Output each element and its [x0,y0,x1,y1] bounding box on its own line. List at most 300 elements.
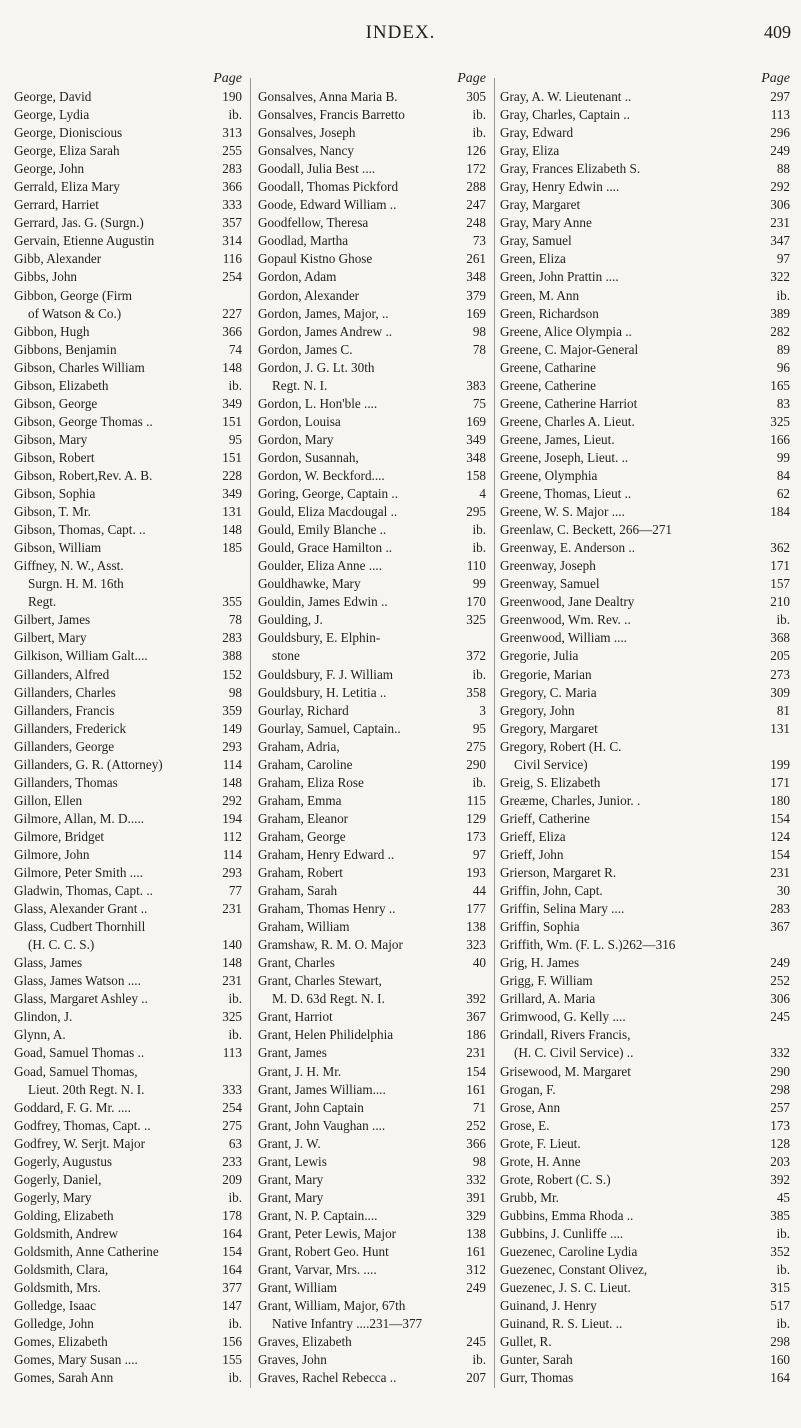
entry-name: Grieff, Catherine [500,810,590,826]
entry-name: Gray, Samuel [500,233,572,249]
index-entry [500,1279,790,1297]
index-entry [500,106,790,124]
entry-page: 129 [466,810,486,826]
entry-name: Surgn. H. M. 16th [28,576,124,592]
index-entry [500,1117,790,1135]
index-entry [258,485,486,503]
entry-name: Goldsmith, Clara, [14,1262,109,1278]
entry-page: 209 [222,1171,242,1187]
entry-name: Green, M. Ann [500,287,580,303]
index-entry [258,359,486,377]
entry-name: Gourlay, Samuel, Captain.. [258,720,401,736]
entry-page: 312 [466,1262,486,1278]
index-entry [500,1171,790,1189]
entry-name: Regt. N. I. [272,377,328,393]
index-entry [14,250,242,268]
entry-name: Goad, Samuel Thomas .. [14,1045,145,1061]
entry-page: 249 [770,955,790,971]
entry-name: Gordon, Adam [258,269,337,285]
index-entry [258,738,486,756]
entry-page: 193 [466,865,486,881]
entry-page: 98 [472,323,486,339]
entry-page: 45 [776,1189,790,1205]
entry-name: Guinand, R. S. Lieut. .. [500,1316,623,1332]
entry-name: Grindall, Rivers Francis, [500,1027,631,1043]
index-entry [500,142,790,160]
entry-page: 255 [222,143,242,159]
entry-page: 44 [472,883,486,899]
index-entry [500,756,790,774]
index-entry [258,684,486,702]
entry-page: 199 [770,756,790,772]
entry-name: Glass, Margaret Ashley .. [14,991,148,1007]
entry-page: 99 [776,449,790,465]
entry-page: 156 [222,1334,242,1350]
index-entry [14,557,242,575]
entry-page: 391 [466,1189,486,1205]
entry-page: 131 [222,504,242,520]
entry-page: 385 [770,1207,790,1223]
index-entry [500,684,790,702]
entry-name: Civil Service) [514,756,588,772]
index-entry [14,1351,242,1369]
entry-name: Gordon, Susannah, [258,449,359,465]
index-entry [14,395,242,413]
index-entry [14,864,242,882]
entry-name: Greenwood, William .... [500,630,628,646]
entry-page: 210 [770,594,790,610]
entry-page: ib. [472,666,486,682]
index-entry [500,377,790,395]
entry-name: Gibbs, John [14,269,78,285]
entry-page: ib. [472,107,486,123]
index-entry [258,1225,486,1243]
entry-page: 149 [222,720,242,736]
entry-page: 89 [776,341,790,357]
index-entry [500,575,790,593]
index-entry [258,918,486,936]
index-entry [258,196,486,214]
entry-name: Gordon, James, Major, .. [258,305,389,321]
entry-name: Grant, Helen Philidelphia [258,1027,394,1043]
index-entry [500,1189,790,1207]
index-entry [258,250,486,268]
index-entry [258,503,486,521]
entry-name: Gray, Margaret [500,197,581,213]
entry-page: 172 [466,161,486,177]
index-entry [14,1153,242,1171]
entry-name: Gilbert, Mary [14,630,87,646]
entry-page: 349 [466,431,486,447]
entry-name: Greene, Olymphia [500,467,598,483]
entry-page: 352 [770,1244,790,1259]
entry-page: 362 [770,540,790,556]
index-entry [14,178,242,196]
entry-page: 348 [466,269,486,285]
entry-page: 3 [479,702,486,718]
index-entry [14,1063,242,1081]
entry-name: Guezenec, Constant Olivez, [500,1262,648,1278]
entry-name: stone [272,648,300,664]
entry-name: of Watson & Co.) [28,305,122,321]
entry-name: Gonsalves, Anna Maria B. [258,89,398,104]
entry-name: Gray, Henry Edwin .... [500,179,620,195]
entry-name: Graham, Thomas Henry .. [258,901,396,917]
index-entry [500,449,790,467]
index-entry [258,268,486,286]
entry-page: 99 [472,576,486,592]
entry-page: 306 [770,991,790,1007]
entry-page: 63 [228,1135,242,1151]
index-entry [500,1135,790,1153]
entry-name: Grant, Robert Geo. Hunt [258,1244,389,1259]
index-entry [258,629,486,647]
entry-name: Green, Richardson [500,305,599,321]
entry-page: 358 [466,684,486,700]
index-entry [500,431,790,449]
index-entry [258,990,486,1008]
index-entry [500,611,790,629]
entry-page: 357 [222,215,242,231]
entry-page: 282 [770,323,790,339]
index-entry [500,467,790,485]
index-entry [14,990,242,1008]
entry-name: Gilkison, William Galt.... [14,648,148,664]
entry-name: Gibson, Elizabeth [14,377,109,393]
entry-name: Greene, Joseph, Lieut. .. [500,449,629,465]
entry-name: Gould, Eliza Macdougal .. [258,504,398,520]
entry-name: Grant, Charles [258,955,335,971]
index-entry [500,503,790,521]
entry-page: 322 [770,269,790,285]
index-entry [14,972,242,990]
index-entry [500,413,790,431]
index-entry [258,106,486,124]
index-entry [500,1207,790,1225]
entry-name: Grieff, Eliza [500,828,566,844]
page-column-header: Page [457,71,486,86]
entry-name: Grisewood, M. Margaret [500,1063,631,1079]
entry-page: 194 [222,810,242,826]
entry-name: Greenwood, Jane Dealtry [500,594,635,610]
index-entry [258,611,486,629]
index-entry [500,557,790,575]
index-entry [258,431,486,449]
entry-name: Gray, Mary Anne [500,215,592,231]
entry-page: 74 [228,341,242,357]
entry-name: Golding, Elizabeth [14,1207,114,1223]
entry-name: Gregorie, Julia [500,648,579,664]
index-entry [500,341,790,359]
entry-page: 377 [222,1280,242,1296]
entry-name: Greenway, E. Anderson .. [500,540,636,556]
entry-name: Graham, George [258,828,346,844]
entry-page: 248 [466,215,486,231]
entry-name: Goulder, Eliza Anne .... [258,558,382,574]
index-entry [500,1297,790,1315]
index-entry [14,1008,242,1026]
entry-page: 366 [222,323,242,339]
entry-page: 4 [479,486,486,502]
entry-name: Gilmore, Peter Smith .... [14,865,143,881]
entry-page: 96 [776,359,790,375]
index-column-3 [500,70,790,1387]
entry-name: Greene, James, Lieut. [500,431,615,447]
entry-name: Gibbons, Benjamin [14,341,117,357]
entry-name: Guezenec, Caroline Lydia [500,1244,638,1259]
index-column-1 [14,70,242,1387]
index-entry [14,684,242,702]
entry-page: 252 [770,973,790,989]
entry-page: ib. [228,1027,242,1043]
entry-name: Griffin, Sophia [500,919,580,935]
index-entry [258,593,486,611]
entry-page: 110 [466,558,486,574]
entry-name: Gordon, J. G. Lt. 30th [258,359,375,375]
index-entry [258,1117,486,1135]
entry-name: Gibson, George [14,395,98,411]
entry-name: Native Infantry ....231—377 [272,1316,423,1332]
entry-name: Grant, Charles Stewart, [258,973,382,989]
entry-page: 71 [472,1099,486,1115]
index-entry [14,1369,242,1387]
index-entry [14,305,242,323]
index-entry [258,124,486,142]
entry-name: Gerrald, Eliza Mary [14,179,120,195]
index-entry [14,106,242,124]
index-entry [258,954,486,972]
index-entry [14,575,242,593]
index-entry [258,1333,486,1351]
entry-name: Lieut. 20th Regt. N. I. [28,1081,145,1097]
entry-name: Greene, Charles A. Lieut. [500,413,635,429]
index-entry [258,756,486,774]
index-entry [500,124,790,142]
entry-name: Graham, Eleanor [258,810,349,826]
index-entry [258,1044,486,1062]
entry-name: Gibson, T. Mr. [14,504,91,520]
entry-name: Gogerly, Daniel, [14,1171,102,1187]
entry-page: 379 [466,287,486,303]
entry-page: 148 [222,774,242,790]
entry-page: 249 [770,143,790,159]
index-entry [14,431,242,449]
index-entry [500,1081,790,1099]
index-entry [14,828,242,846]
entry-page: 245 [770,1009,790,1025]
entry-name: Gordon, W. Beckford.... [258,467,385,483]
entry-page: 88 [776,161,790,177]
entry-page: 126 [466,143,486,159]
entry-name: Greenway, Samuel [500,576,600,592]
index-entry [500,774,790,792]
entry-name: Goodfellow, Theresa [258,215,369,231]
index-entry [500,287,790,305]
entry-page: 231 [222,973,242,989]
entry-name: Greig, S. Elizabeth [500,774,601,790]
index-entry [258,792,486,810]
index-entry [500,485,790,503]
entry-name: Grant, Harriot [258,1009,333,1025]
entry-name: Grant, Varvar, Mrs. .... [258,1262,377,1278]
entry-page: 332 [770,1045,790,1061]
entry-name: Gibson, Robert [14,449,95,465]
entry-page: 154 [770,810,790,826]
entry-page: 292 [770,179,790,195]
entry-page: 154 [466,1063,486,1079]
entry-name: Goulding, J. [258,612,323,628]
index-entry [258,557,486,575]
index-entry [14,1261,242,1279]
index-entry [14,1099,242,1117]
entry-page: 323 [466,937,486,953]
index-entry [258,1135,486,1153]
entry-page: 152 [222,666,242,682]
index-entry [258,575,486,593]
entry-page: 283 [770,901,790,917]
entry-page: 290 [466,756,486,772]
entry-page: ib. [776,1316,790,1332]
entry-name: Goldsmith, Anne Catherine [14,1244,159,1259]
index-entry [500,359,790,377]
entry-page: ib. [228,991,242,1007]
index-entry [14,1207,242,1225]
entry-name: Gubbins, Emma Rhoda .. [500,1207,634,1223]
entry-name: Gopaul Kistno Ghose [258,251,373,267]
entry-name: Grant, John Captain [258,1099,364,1115]
entry-page: 124 [770,828,790,844]
entry-name: Grant, Lewis [258,1153,327,1169]
index-entry [258,846,486,864]
index-entry [14,1081,242,1099]
index-entry [14,377,242,395]
entry-name: Gould, Emily Blanche .. [258,522,387,538]
index-entry [258,1351,486,1369]
entry-name: Greæme, Charles, Junior. . [500,792,641,808]
index-entry [500,1351,790,1369]
entry-name: Gibbon, Hugh [14,323,90,339]
index-entry [258,1063,486,1081]
entry-page: 207 [466,1370,486,1386]
entry-page: ib. [472,125,486,141]
entry-page: 113 [222,1045,242,1061]
entry-page: 138 [466,1225,486,1241]
entry-name: Goodall, Julia Best .... [258,161,376,177]
entry-name: Goodlad, Martha [258,233,349,249]
entry-name: Goad, Samuel Thomas, [14,1063,138,1079]
entry-page: 228 [222,467,242,483]
entry-page: 231 [770,865,790,881]
entry-name: Grote, F. Lieut. [500,1135,581,1151]
entry-name: Glass, Cudbert Thornhill [14,919,146,935]
entry-page: 295 [466,504,486,520]
index-entry [500,196,790,214]
entry-name: Gillanders, Thomas [14,774,118,790]
index-entry [500,305,790,323]
entry-page: 98 [228,684,242,700]
entry-page: 254 [222,1099,242,1115]
entry-name: Gerrard, Jas. G. (Surgn.) [14,215,144,231]
entry-page: 97 [472,846,486,862]
entry-name: Grant, James William.... [258,1081,386,1097]
entry-name: Graham, Henry Edward .. [258,846,395,862]
entry-page: 151 [222,413,242,429]
entry-page: 355 [222,594,242,610]
index-entry [258,467,486,485]
entry-page: 177 [466,901,486,917]
index-entry [258,828,486,846]
index-entry [500,1315,790,1333]
entry-page: 114 [222,846,242,862]
page-column-header: Page [761,71,790,86]
entry-name: Graham, Eliza Rose [258,774,364,790]
index-entry [500,846,790,864]
index-entry [14,882,242,900]
entry-page: 261 [466,251,486,267]
index-entry [14,774,242,792]
index-entry [14,1026,242,1044]
entry-name: Gonsalves, Nancy [258,143,354,159]
index-entry [500,1063,790,1081]
entry-name: Graves, John [258,1352,327,1368]
entry-page: 83 [776,395,790,411]
index-entry [14,611,242,629]
index-entry [258,702,486,720]
entry-name: Glindon, J. [14,1009,73,1025]
entry-name: Grillard, A. Maria [500,991,596,1007]
entry-name: Gillon, Ellen [14,792,83,808]
entry-page: 154 [222,1244,242,1259]
entry-page: 78 [228,612,242,628]
entry-name: Gillanders, G. R. (Attorney) [14,756,163,772]
entry-name: Godfrey, Thomas, Capt. .. [14,1117,151,1133]
index-entry [258,377,486,395]
entry-name: Greenwood, Wm. Rev. .. [500,612,631,628]
entry-page: 161 [466,1081,486,1097]
entry-name: Goode, Edward William .. [258,197,397,213]
index-entry [500,647,790,665]
entry-page: 293 [222,865,242,881]
entry-name: Gomes, Sarah Ann [14,1370,114,1386]
index-entry [14,323,242,341]
index-entry [14,702,242,720]
index-entry [500,395,790,413]
index-entry [500,900,790,918]
index-entry [258,214,486,232]
entry-name: Gibson, Sophia [14,486,96,502]
entry-page: 169 [466,413,486,429]
entry-page: 231 [222,901,242,917]
entry-page: 116 [222,251,242,267]
index-entry [258,1081,486,1099]
index-entry [258,882,486,900]
entry-page: 392 [770,1171,790,1187]
index-entry [14,756,242,774]
entry-page: 290 [770,1063,790,1079]
entry-name: Grote, H. Anne [500,1153,581,1169]
entry-page: 178 [222,1207,242,1223]
entry-page: 185 [222,540,242,556]
entry-page: 249 [466,1280,486,1296]
index-entry [258,178,486,196]
entry-page: 367 [466,1009,486,1025]
entry-page: 98 [472,1153,486,1169]
entry-name: Greene, C. Major-General [500,341,639,357]
entry-name: Grig, H. James [500,955,580,971]
entry-name: Golledge, Isaac [14,1298,97,1314]
entry-name: Gibson, William [14,540,102,556]
index-entry [258,1026,486,1044]
